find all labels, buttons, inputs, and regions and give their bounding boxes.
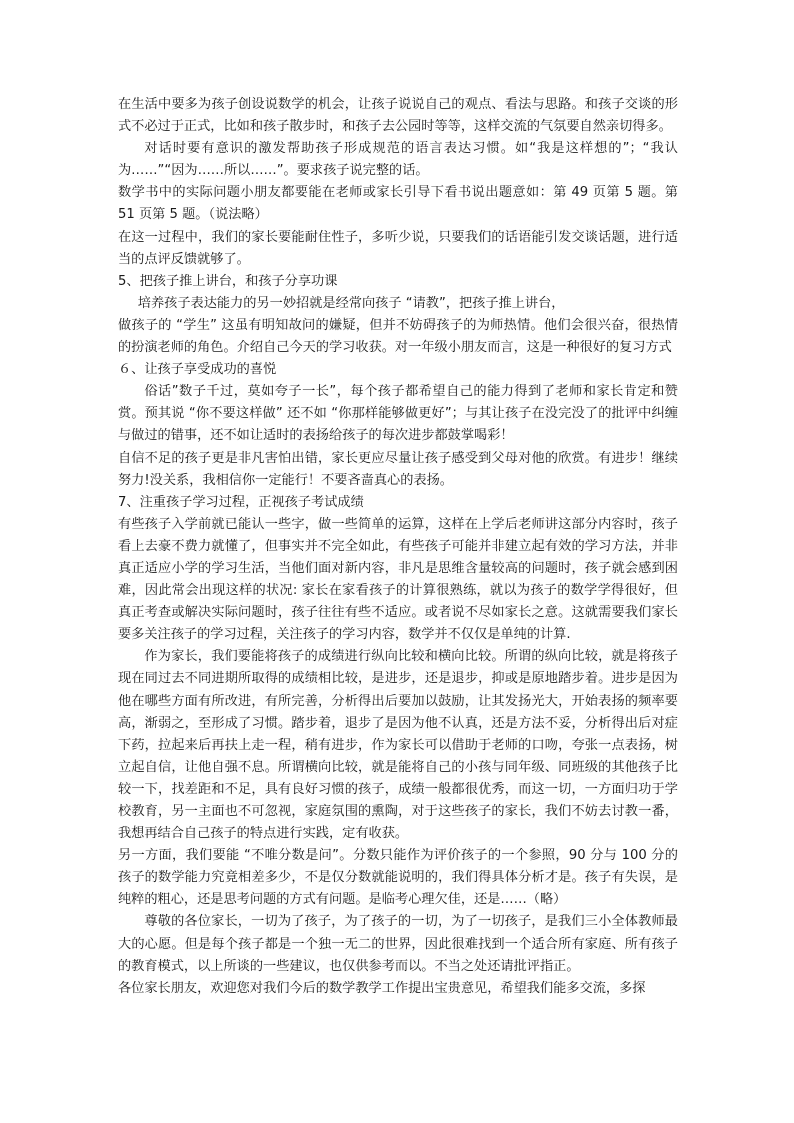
paragraph-invitation: 各位家长朋友，欢迎您对我们今后的数学教学工作提出宝贵意见，希望我们能多交流，多探	[118, 980, 646, 996]
section-heading-7: 7、注重孩子学习过程，正视孩子考试成绩	[118, 494, 364, 510]
document-body	[118, 94, 678, 1000]
paragraph-confidence: 自信不足的孩子更是非凡害怕出错，家长更应尽量让孩子感受到父母对他的欣赏。有进步！继续努力!没关系，我相信你一定能行！不要吝啬真心的表扬。	[118, 450, 678, 488]
paragraph-child-as-teacher: 做孩子的 “学生” 这虽有明知故问的嫌疑，但并不妨碍孩子的为师热情。他们会很兴奋，很热情的扮演老师的角色。介绍自己今天的学习收获。对一年级小朋友而言，这是一种很好的复习方式	[118, 317, 678, 356]
paragraph-learning-process: 有些孩子入学前就已能认一些字，做一些简单的运算，这样在上学后老师讲这部分内容时，孩子看上去豪不费力就懂了，但事实并不完全如此，有些孩子可能并非建立起有效的学习方法，并非真正适应小学的学习生活，当他们面对新内容，非凡是思维含量较高的问题时，孩子就会感到困难，因此常会出现这样的状况: 家长在家看孩子的计算很熟练，就以为孩子的数学学得很好，但真正考查或解决实际问题时，孩子往往有些不适应。或者说不尽如家长之意。这就需要我们家长要多关注孩子的学习过程，关注孩子的学习内容，数学并不仅仅是单纯的计算.	[118, 516, 678, 643]
paragraph-ask-child: 培养孩子表达能力的另一妙招就是经常向孩子 “请教”，把孩子推上讲台，	[137, 295, 565, 311]
section-heading-6: ６、让孩子享受成功的喜悦	[118, 362, 277, 378]
paragraph-textbook-problems: 数学书中的实际问题小朋友都要能在老师或家长引导下看书说出题意如：第 49 页第 5 题。第 51 页第 5 题。（说法略）	[118, 185, 678, 223]
paragraph-language-habits: 对话时要有意识的激发帮助孩子形成规范的语言表达习惯。如“我是这样想的”；“我认为……”“因为……所以……”。要求孩子说完整的话。	[118, 141, 678, 179]
section-heading-5: 5、把孩子推上讲台，和孩子分享功课	[118, 273, 338, 289]
paragraph-parent-patience: 在这一过程中，我们的家长要能耐住性子，多听少说，只要我们的话语能引发交谈话题，进行适当的点评反馈就够了。	[118, 229, 678, 267]
paragraph-speaking-opportunities: 在生活中要多为孩子创设说数学的机会，让孩子说说自己的观点、看法与思路。和孩子交谈的形式不必过于正式，比如和孩子散步时，和孩子去公园时等等，这样交流的气氛要自然亲切得多。	[118, 97, 678, 135]
paragraph-comparison: 作为家长，我们要能将孩子的成绩进行纵向比较和横向比较。所谓的纵向比较，就是将孩子现在同过去不同进期所取得的成绩相比较，是进步，还是退步，抑或是原地踏步着。进步是因为他在哪些方面有所改进，有所完善，分析得出后要加以鼓励，让其发扬光大，开始表扬的频率要高，渐弱之，至形成了习惯。踏步着，退步了是因为他不认真，还是方法不妥，分析得出后对症下药，拉起来后再扶上走一程，稍有进步，作为家长可以借助于老师的口吻，夸张一点表扬，树立起自信，让他自强不息。所谓横向比较，就是能将自己的小孩与同年级、同班级的其他孩子比较一下，找差距和不足，具有良好习惯的孩子，成绩一般都很优秀，而这一切，一方面归功于学校教育，另一主面也不可忽视，家庭氛围的熏陶，对于这些孩子的家长，我们不妨去讨教一番，我想再结合自己孩子的特点进行实践，定有收获。	[118, 649, 678, 842]
paragraph-not-only-scores: 另一方面，我们要能 “不唯分数是问”。分数只能作为评价孩子的一个参照，90 分与 100 分的孩子的数学能力究竟相差多少，不是仅分数就能说明的，我们得具体分析才是。孩子有失误，是纯粹的粗心，还是思考问题的方式有问题。是临考心理欠佳，还是……（略）	[118, 848, 678, 908]
paragraph-praise: 俗话”数子千过，莫如夸子一长”，每个孩子都希望自己的能力得到了老师和家长肯定和赞赏。预其说 “你不要这样做” 还不如 “你那样能够做更好”；与其让孩子在没完没了的批评中纠缠与做过的错事，还不如让适时的表扬给孩子的每次进步都鼓掌喝彩！	[118, 384, 678, 444]
paragraph-closing-wish: 尊敬的各位家长，一切为了孩子，为了孩子的一切，为了一切孩子，是我们三小全体教师最大的心愿。但是每个孩子都是一个独一无二的世界，因此很难找到一个适合所有家庭、所有孩子的教育模式，以上所谈的一些建议，也仅供参考而以。不当之处还请批评指正。	[118, 914, 678, 974]
